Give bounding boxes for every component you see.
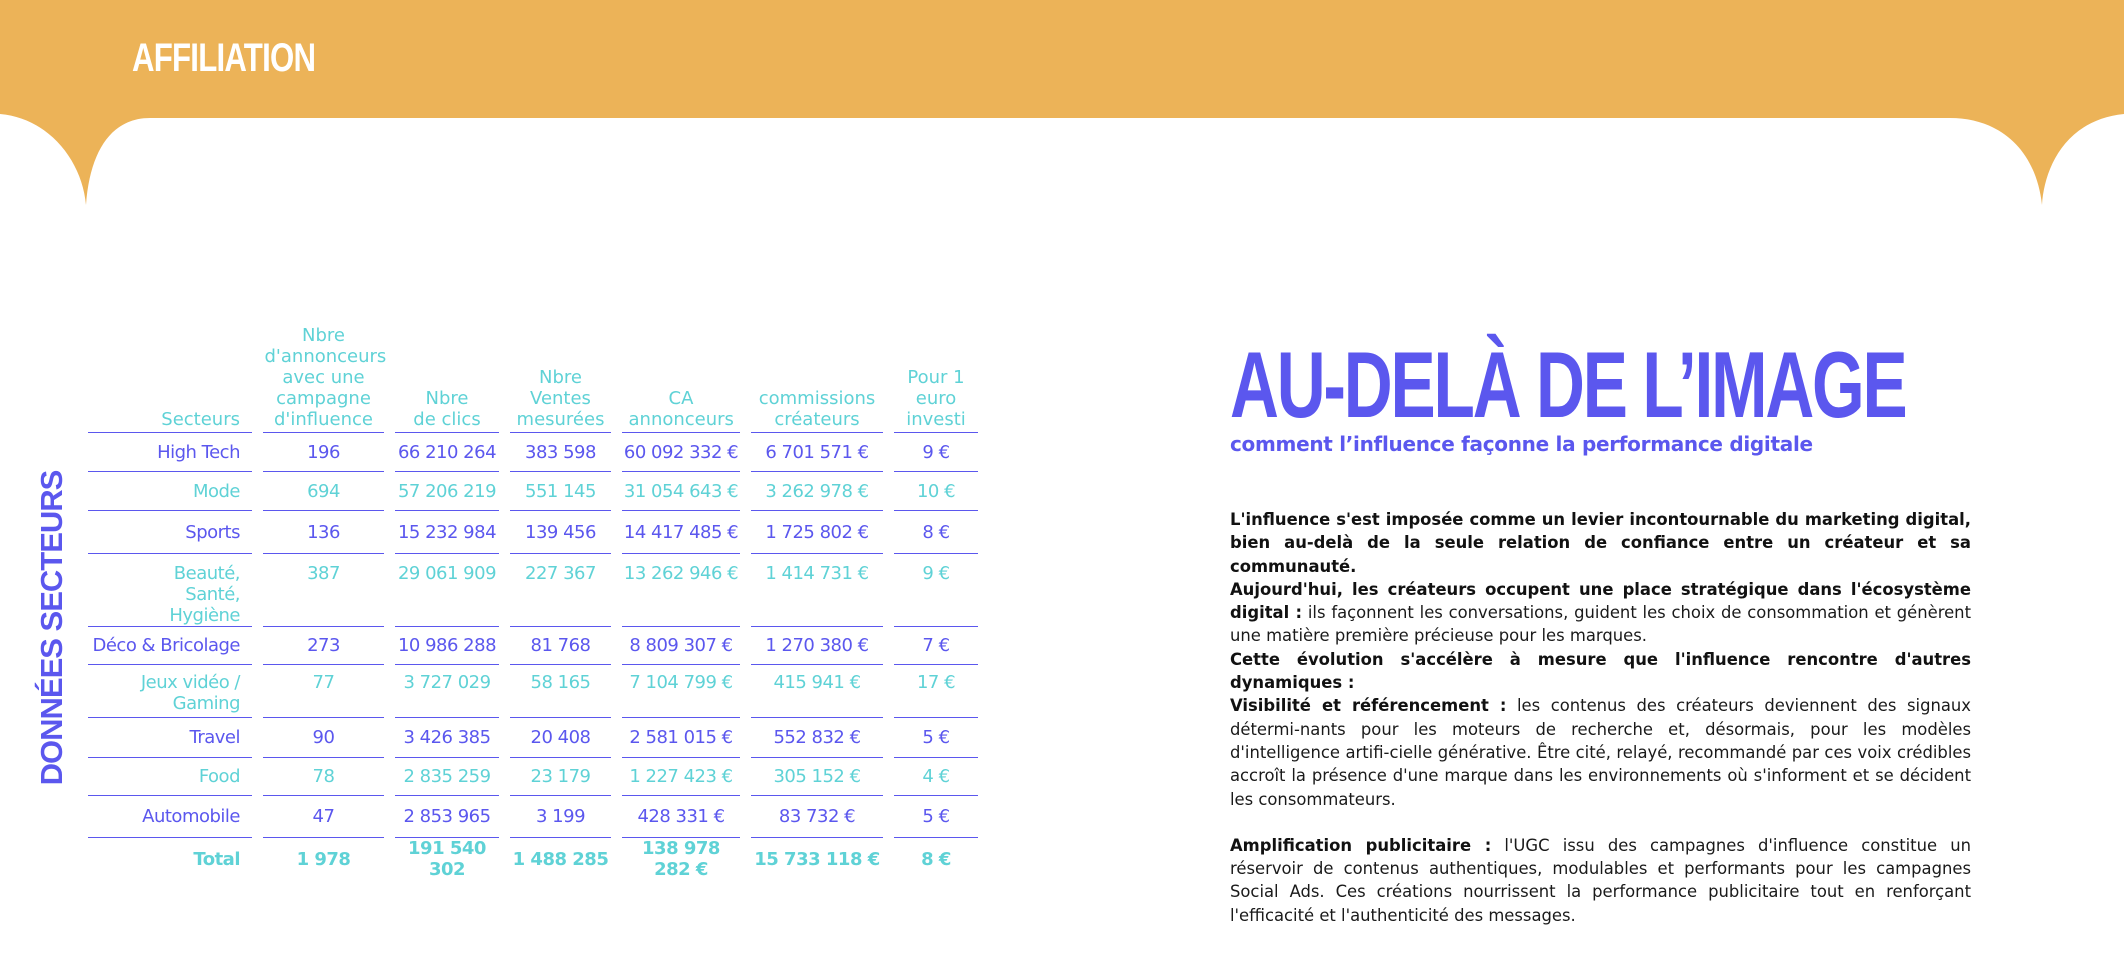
- cell-sector: [88, 554, 252, 627]
- cell-revenue: 13 262 946 €: [622, 554, 740, 627]
- cell-advertisers: 387: [263, 554, 384, 627]
- cell-clicks: 3 727 029: [395, 665, 499, 718]
- cell-clicks: 3 426 385: [395, 718, 499, 758]
- cell-clicks: 2 853 965: [395, 796, 499, 838]
- cell-revenue: 8 809 307 €: [622, 627, 740, 665]
- paragraph-visibility-text: les contenus des créateurs deviennent des signaux détermi-nants pour les moteurs de recherche et, désormais, pour les modèles d'intelligence artifi-cielle générative. Être cité, relayé, recommandé par ces voix crédibles accroît la présence d'une marque dans les environnements où s'informent et se décident les consommateurs.: [1230, 696, 1971, 809]
- paragraph-visibility-lead: Visibilité et référencement :: [1230, 696, 1507, 716]
- cell-total-sales: 1 488 285: [512, 848, 609, 870]
- cell-roi: 10 €: [894, 472, 978, 511]
- article-heading: [1230, 332, 1970, 456]
- col-header-roi-text: Pour 1 euro investi: [906, 367, 966, 430]
- table-row: [88, 758, 978, 796]
- cell-commissions: 83 732 €: [751, 796, 883, 838]
- paragraph-intro: [1230, 508, 1971, 578]
- cell-sector-text: Jeux vidéo / Gaming: [140, 672, 240, 714]
- col-header-revenue: [622, 325, 740, 433]
- cell-revenue: 14 417 485 €: [622, 511, 740, 554]
- cell-revenue: 7 104 799 €: [622, 665, 740, 718]
- cell-advertisers: 77: [263, 665, 384, 718]
- cell-roi: 17 €: [894, 665, 978, 718]
- cell-revenue: 60 092 332 €: [622, 433, 740, 472]
- side-label: DONNÉES SECTEURS: [34, 470, 69, 786]
- paragraph-visibility: [1230, 694, 1971, 810]
- cell-commissions: 3 262 978 €: [751, 472, 883, 511]
- sector-table: [77, 325, 989, 880]
- cell-sector-text: Beauté, Santé, Hygiène: [169, 563, 240, 626]
- cell-roi: 5 €: [894, 796, 978, 838]
- cell-total-advertisers: 1 978: [296, 848, 351, 870]
- cell-roi: 8 €: [894, 511, 978, 554]
- cell-sector: Travel: [88, 718, 252, 758]
- table-row: [88, 511, 978, 554]
- col-header-sales: [510, 325, 611, 433]
- cell-sales: 227 367: [510, 554, 611, 627]
- cell-commissions: 1 414 731 €: [751, 554, 883, 627]
- article-title: AU-DELÀ DE L’IMAGE: [1230, 332, 1906, 437]
- paragraph-gap: [1230, 811, 1971, 834]
- cell-clicks: 15 232 984: [395, 511, 499, 554]
- cell-roi: 9 €: [894, 554, 978, 627]
- cell-total-clicks: 191 540 302: [408, 838, 486, 880]
- cell-roi: 5 €: [894, 718, 978, 758]
- paragraph-amplification-text: l'UGC issu des campagnes d'influence constitue un réservoir de contenus authentiques, modulables et performants pour les campagnes Social Ads. Ces créations nourrissent la performance publicitaire tout en renforçant l'efficacité et l'authenticité des messages.: [1230, 835, 1971, 925]
- cell-total-revenue: 138 978 282 €: [642, 838, 720, 880]
- col-header-clicks-text: Nbre de clics: [413, 388, 481, 430]
- article-subtitle: comment l’influence façonne la performance digitale: [1230, 432, 1813, 456]
- cell-revenue: 1 227 423 €: [622, 758, 740, 796]
- table-row: [88, 554, 978, 627]
- col-header-sales-text: Nbre Ventes mesurées: [516, 367, 605, 430]
- table-row: [88, 627, 978, 665]
- cell-roi: 7 €: [894, 627, 978, 665]
- cell-sector: Déco & Bricolage: [88, 627, 252, 665]
- cell-sales: 81 768: [510, 627, 611, 665]
- cell-clicks: 66 210 264: [395, 433, 499, 472]
- cell-total-commissions: 15 733 118 €: [754, 848, 880, 870]
- article-body: [1230, 508, 1971, 927]
- cell-commissions: 6 701 571 €: [751, 433, 883, 472]
- cell-commissions: 552 832 €: [751, 718, 883, 758]
- cell-total-label: Total: [193, 848, 240, 870]
- cell-sales: 23 179: [510, 758, 611, 796]
- cell-commissions: 305 152 €: [751, 758, 883, 796]
- col-header-revenue-text: CA annonceurs: [628, 388, 734, 430]
- header-fill: [0, 0, 2124, 205]
- table-total-row: [88, 838, 978, 880]
- col-header-advertisers-text: Nbre d'annonceurs avec une campagne d'influence: [264, 325, 387, 430]
- cell-sector: High Tech: [88, 433, 252, 472]
- cell-advertisers: 136: [263, 511, 384, 554]
- cell-sales: 139 456: [510, 511, 611, 554]
- paragraph-creators-text: ils façonnent les conversations, guident les choix de consommation et génèrent une matière première précieuse pour les marques.: [1230, 603, 1971, 646]
- paragraph-intro-text: L'influence s'est imposée comme un levier incontournable du marketing digital, bien au-delà de la seule relation de confiance entre un créateur et sa communauté.: [1230, 510, 1971, 576]
- col-header-roi: [894, 325, 978, 433]
- cell-revenue: 428 331 €: [622, 796, 740, 838]
- table-row: [88, 718, 978, 758]
- col-header-commissions: [751, 325, 883, 433]
- paragraph-evolution-text: Cette évolution s'accélère à mesure que l'influence rencontre d'autres dynamiques :: [1230, 649, 1971, 693]
- paragraph-evolution: [1230, 648, 1971, 695]
- col-header-sector: Secteurs: [88, 325, 252, 433]
- cell-sales: 3 199: [510, 796, 611, 838]
- cell-total-roi: 8 €: [921, 848, 951, 870]
- cell-sector: Mode: [88, 472, 252, 511]
- header-shape: [0, 0, 2124, 205]
- paragraph-amplification-lead: Amplification publicitaire :: [1230, 835, 1492, 855]
- cell-sales: 58 165: [510, 665, 611, 718]
- cell-revenue: 2 581 015 €: [622, 718, 740, 758]
- paragraph-creators: [1230, 578, 1971, 648]
- cell-clicks: 29 061 909: [395, 554, 499, 627]
- table-row: [88, 433, 978, 472]
- cell-sector: [88, 665, 252, 718]
- cell-sector: Sports: [88, 511, 252, 554]
- cell-advertisers: 47: [263, 796, 384, 838]
- cell-roi: 4 €: [894, 758, 978, 796]
- cell-commissions: 415 941 €: [751, 665, 883, 718]
- cell-sales: 20 408: [510, 718, 611, 758]
- table-row: [88, 472, 978, 511]
- header-title: AFFILIATION: [132, 36, 316, 80]
- cell-advertisers: 78: [263, 758, 384, 796]
- cell-revenue: 31 054 643 €: [622, 472, 740, 511]
- table-header-row: [88, 325, 978, 433]
- col-header-clicks: [395, 325, 499, 433]
- cell-sector: Food: [88, 758, 252, 796]
- table-row: [88, 796, 978, 838]
- cell-commissions: 1 725 802 €: [751, 511, 883, 554]
- cell-clicks: 57 206 219: [395, 472, 499, 511]
- paragraph-creators-lead: Aujourd'hui, les créateurs occupent une place stratégique dans l'écosystème digital :: [1230, 579, 1971, 623]
- col-header-advertisers: [263, 325, 387, 433]
- table-row: [88, 665, 978, 718]
- cell-clicks: 2 835 259: [395, 758, 499, 796]
- cell-advertisers: 196: [263, 433, 384, 472]
- cell-roi: 9 €: [894, 433, 978, 472]
- col-header-commissions-text: commissions créateurs: [758, 388, 876, 430]
- cell-advertisers: 694: [263, 472, 384, 511]
- cell-commissions: 1 270 380 €: [751, 627, 883, 665]
- cell-advertisers: 90: [263, 718, 384, 758]
- cell-clicks: 10 986 288: [395, 627, 499, 665]
- paragraph-amplification: [1230, 834, 1971, 927]
- header-band: [0, 0, 2124, 205]
- cell-advertisers: 273: [263, 627, 384, 665]
- cell-sales: 551 145: [510, 472, 611, 511]
- cell-sector: Automobile: [88, 796, 252, 838]
- cell-sales: 383 598: [510, 433, 611, 472]
